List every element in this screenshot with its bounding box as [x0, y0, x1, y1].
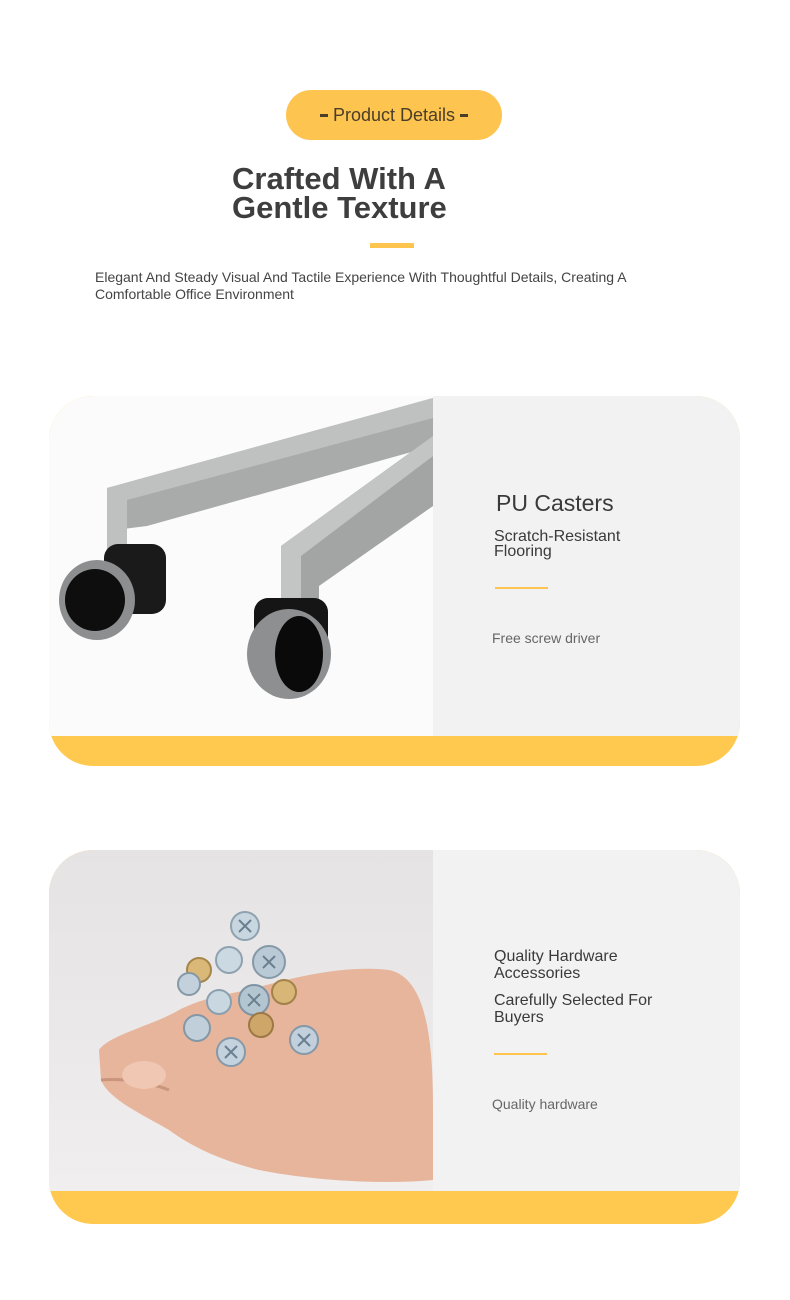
hardware-subheading — [494, 992, 652, 1026]
hardware-sub-line-1: Carefully Selected For — [494, 992, 653, 1009]
casters-photo — [49, 396, 433, 736]
hardware-sub-line-2: Buyers — [494, 1009, 544, 1026]
casters-sub-line-1: Scratch-Resistant — [494, 528, 621, 545]
badge-label: Product Details — [332, 104, 456, 125]
hardware-photo — [49, 850, 433, 1191]
casters-sub-line-2: Flooring — [494, 543, 552, 560]
hand-with-screws-illustration — [49, 850, 433, 1191]
hardware-note: Quality hardware — [492, 1096, 598, 1112]
dash-right — [460, 114, 468, 117]
hardware-heading-line-1: Quality Hardware — [494, 948, 618, 965]
title-line-1: Crafted With A — [232, 161, 446, 196]
hardware-panel — [433, 850, 740, 1191]
casters-heading: PU Casters — [496, 490, 614, 516]
dash-left — [320, 114, 328, 117]
casters-subheading — [494, 529, 620, 559]
thumb-tip — [122, 1061, 166, 1089]
casters-divider — [495, 587, 548, 589]
page-title — [232, 161, 562, 225]
caster-back-wheel — [65, 569, 125, 631]
caster-front-wheel — [275, 616, 323, 692]
title-divider — [370, 243, 414, 248]
product-details-badge — [286, 90, 502, 140]
casters-panel — [433, 396, 740, 736]
hardware-heading — [494, 948, 618, 982]
hardware-divider — [494, 1053, 547, 1055]
title-line-2: Gentle Texture — [232, 190, 447, 225]
intro-line-1: Elegant And Steady Visual And Tactile Experience With Thoughtful Details, Creating A — [95, 269, 627, 285]
intro-text — [95, 269, 695, 303]
feature-card-casters — [49, 396, 740, 766]
intro-line-2: Comfortable Office Environment — [95, 286, 294, 302]
feature-card-hardware — [49, 850, 740, 1224]
hardware-heading-line-2: Accessories — [494, 965, 581, 982]
casters-note: Free screw driver — [492, 630, 601, 646]
chair-base-casters-illustration — [49, 396, 433, 736]
